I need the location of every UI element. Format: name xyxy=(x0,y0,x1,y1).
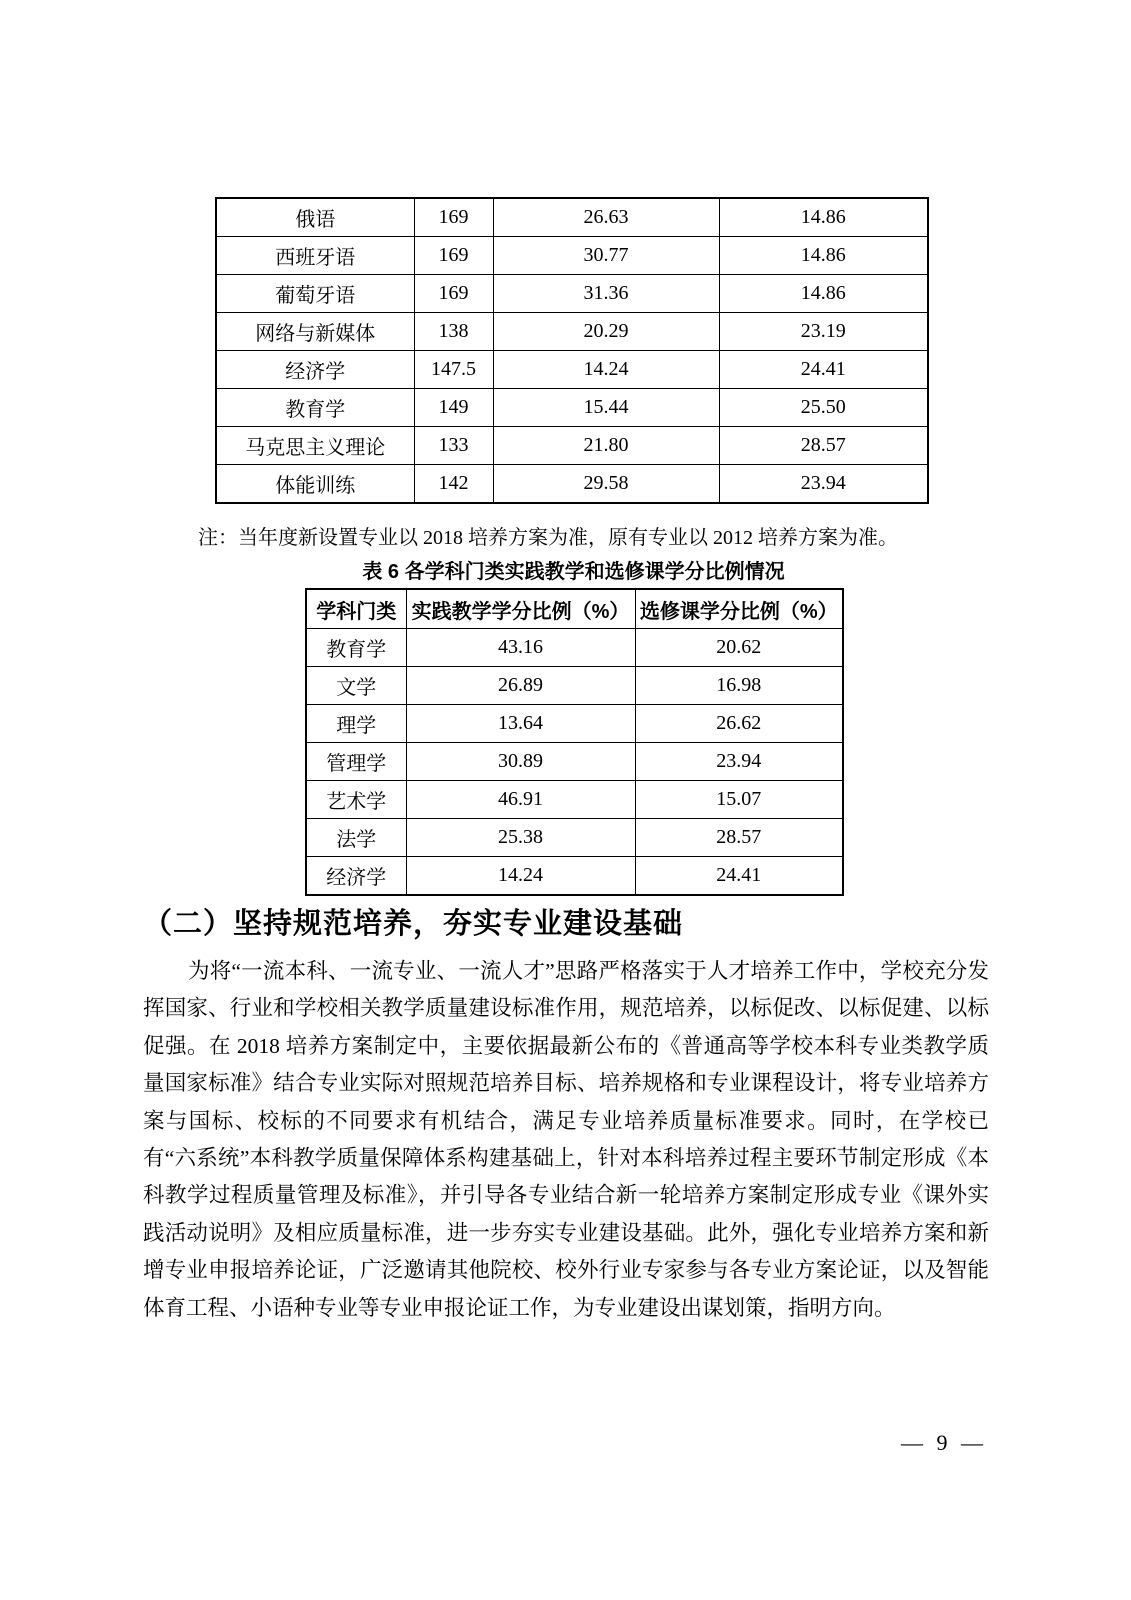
table-cell: 文学 xyxy=(306,667,406,705)
table-cell: 葡萄牙语 xyxy=(216,275,414,313)
table-cell: 14.24 xyxy=(493,351,719,389)
table-cell: 142 xyxy=(414,465,493,504)
table-cell: 46.91 xyxy=(406,781,635,819)
table-cell: 133 xyxy=(414,427,493,465)
table-row xyxy=(306,667,843,705)
table-cell: 马克思主义理论 xyxy=(216,427,414,465)
section-heading: （二）坚持规范培养，夯实专业建设基础 xyxy=(143,908,684,940)
table-cell: 教育学 xyxy=(216,389,414,427)
table-row xyxy=(216,198,928,237)
table-row xyxy=(306,819,843,857)
table-cell: 138 xyxy=(414,313,493,351)
table-cell: 169 xyxy=(414,198,493,237)
table-cell: 169 xyxy=(414,275,493,313)
table-cell: 43.16 xyxy=(406,629,635,667)
table-cell: 147.5 xyxy=(414,351,493,389)
table-cell: 西班牙语 xyxy=(216,237,414,275)
table-cell: 28.57 xyxy=(719,427,928,465)
table-cell: 14.24 xyxy=(406,857,635,896)
table-row xyxy=(216,389,928,427)
table-cell: 23.19 xyxy=(719,313,928,351)
table-row xyxy=(216,275,928,313)
table-cell: 14.86 xyxy=(719,275,928,313)
table-cell: 23.94 xyxy=(719,465,928,504)
table-cell: 25.38 xyxy=(406,819,635,857)
table-row xyxy=(216,351,928,389)
table6-caption: 表 6 各学科门类实践教学和选修课学分比例情况 xyxy=(362,561,785,583)
table-cell: 20.62 xyxy=(635,629,843,667)
table-cell: 23.94 xyxy=(635,743,843,781)
table-cell: 13.64 xyxy=(406,705,635,743)
table-row xyxy=(216,465,928,504)
table-cell: 理学 xyxy=(306,705,406,743)
column-header: 实践教学学分比例（%） xyxy=(406,589,635,629)
table-note: 注：当年度新设置专业以 2018 培养方案为准，原有专业以 2012 培养方案为准。 xyxy=(198,527,898,549)
table-cell: 28.57 xyxy=(635,819,843,857)
table-cell: 15.07 xyxy=(635,781,843,819)
table-header-row xyxy=(306,589,843,629)
table-cell: 149 xyxy=(414,389,493,427)
table-cell: 16.98 xyxy=(635,667,843,705)
table-cell: 30.89 xyxy=(406,743,635,781)
discipline-credit-ratio-table xyxy=(305,588,844,896)
table-cell: 26.62 xyxy=(635,705,843,743)
table-row xyxy=(216,427,928,465)
table-row xyxy=(306,857,843,896)
table-cell: 经济学 xyxy=(306,857,406,896)
table-cell: 26.63 xyxy=(493,198,719,237)
table-cell: 169 xyxy=(414,237,493,275)
table-cell: 网络与新媒体 xyxy=(216,313,414,351)
table-row xyxy=(216,237,928,275)
table-cell: 24.41 xyxy=(719,351,928,389)
table-cell: 法学 xyxy=(306,819,406,857)
table-cell: 管理学 xyxy=(306,743,406,781)
table-row xyxy=(306,781,843,819)
table-cell: 15.44 xyxy=(493,389,719,427)
table-cell: 14.86 xyxy=(719,198,928,237)
body-paragraph: 为将“一流本科、一流专业、一流人才”思路严格落实于人才培养工作中，学校充分发挥国家、行业和学校相关教学质量建设标准作用，规范培养，以标促改、以标促建、以标促强。在 2018 培养方案制定中，主要依据最新公布的《普通高等学校本科专业类教学质量国家标准》结合专业实际对照规范培养目标、培养规格和专业课程设计，将专业培养方案与国标、校标的不同要求有机结合，满足专业培养质量标准要求。同时，在学校已有“六系统”本科教学质量保障体系构建基础上，针对本科培养过程主要环节制定形成《本科教学过程质量管理及标准》，并引导各专业结合新一轮培养方案制定形成专业《课外实践活动说明》及相应质量标准，进一步夯实专业建设基础。此外，强化专业培养方案和新增专业申报培养论证，广泛邀请其他院校、校外行业专家参与各专业方案论证，以及智能体育工程、小语种专业等专业申报论证工作，为专业建设出谋划策，指明方向。 xyxy=(143,959,989,1320)
table-cell: 29.58 xyxy=(493,465,719,504)
table-cell: 31.36 xyxy=(493,275,719,313)
table-cell: 30.77 xyxy=(493,237,719,275)
table-cell: 教育学 xyxy=(306,629,406,667)
table-cell: 艺术学 xyxy=(306,781,406,819)
page-number: — 9 — xyxy=(901,1430,987,1455)
table-cell: 24.41 xyxy=(635,857,843,896)
table-row xyxy=(306,743,843,781)
table-cell: 25.50 xyxy=(719,389,928,427)
table-cell: 俄语 xyxy=(216,198,414,237)
program-credits-table xyxy=(215,197,929,504)
table-cell: 14.86 xyxy=(719,237,928,275)
column-header: 选修课学分比例（%） xyxy=(635,589,843,629)
table-row xyxy=(216,313,928,351)
table-cell: 20.29 xyxy=(493,313,719,351)
table-cell: 体能训练 xyxy=(216,465,414,504)
table-row xyxy=(306,705,843,743)
table-cell: 经济学 xyxy=(216,351,414,389)
table-cell: 21.80 xyxy=(493,427,719,465)
table-row xyxy=(306,629,843,667)
table-cell: 26.89 xyxy=(406,667,635,705)
column-header: 学科门类 xyxy=(306,589,406,629)
